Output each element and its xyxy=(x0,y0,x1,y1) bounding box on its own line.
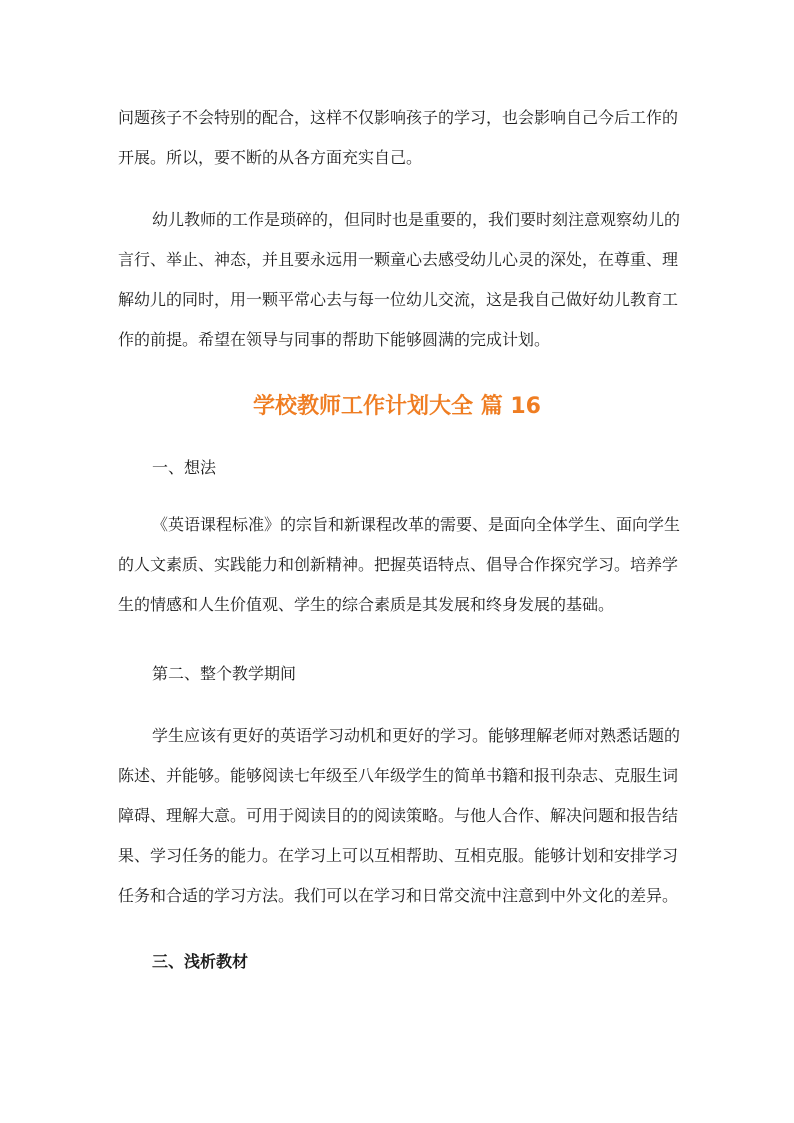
paragraph-line: 解幼儿的同时，用一颗平常心去与每一位幼儿交流，这是我自己做好幼儿教育工 xyxy=(118,290,679,309)
heading-textbook-analysis: 三、浅析教材 xyxy=(152,952,249,971)
heading-ideas: 一、想法 xyxy=(152,458,217,477)
paragraph-line: 学生应该有更好的英语学习动机和更好的学习。能够理解老师对熟悉话题的 xyxy=(152,726,681,745)
paragraph-line: 作的前提。希望在领导与同事的帮助下能够圆满的完成计划。 xyxy=(118,330,551,349)
paragraph-continuation xyxy=(118,98,684,178)
paragraph-line: 幼儿教师的工作是琐碎的，但同时也是重要的，我们要时刻注意观察幼儿的 xyxy=(152,210,681,229)
paragraph-line: 生的情感和人生价值观、学生的综合素质是其发展和终身发展的基础。 xyxy=(118,595,615,614)
paragraph-line: 问题孩子不会特别的配合，这样不仅影响孩子的学习，也会影响自己今后工作的 xyxy=(118,108,679,127)
paragraph-line: 的人文素质、实践能力和创新精神。把握英语特点、倡导合作探究学习。培养学 xyxy=(118,555,679,574)
section-title: 学校教师工作计划大全 篇 16 xyxy=(253,394,541,419)
paragraph-line: 言行、举止、神态，并且要永远用一颗童心去感受幼儿心灵的深处，在尊重、理 xyxy=(118,250,679,269)
paragraph-line: 任务和合适的学习方法。我们可以在学习和日常交流中注意到中外文化的差异。 xyxy=(118,886,679,905)
heading-teaching-period: 第二、整个教学期间 xyxy=(152,664,297,683)
paragraph-line: 障碍、理解大意。可用于阅读目的的阅读策略。与他人合作、解决问题和报告结 xyxy=(118,806,679,825)
paragraph-line: 陈述、并能够。能够阅读七年级至八年级学生的简单书籍和报刊杂志、克服生词 xyxy=(118,766,679,785)
paragraph-line: 《英语课程标准》的宗旨和新课程改革的需要、是面向全体学生、面向学生 xyxy=(152,515,681,534)
paragraph-line: 开展。所以，要不断的从各方面充实自己。 xyxy=(118,148,423,167)
paragraph-student-goals xyxy=(118,716,684,916)
paragraph-curriculum-standard xyxy=(118,505,684,625)
paragraph-kindergarten-work xyxy=(118,200,684,360)
paragraph-line: 果、学习任务的能力。在学习上可以互相帮助、互相克服。能够计划和安排学习 xyxy=(118,846,679,865)
